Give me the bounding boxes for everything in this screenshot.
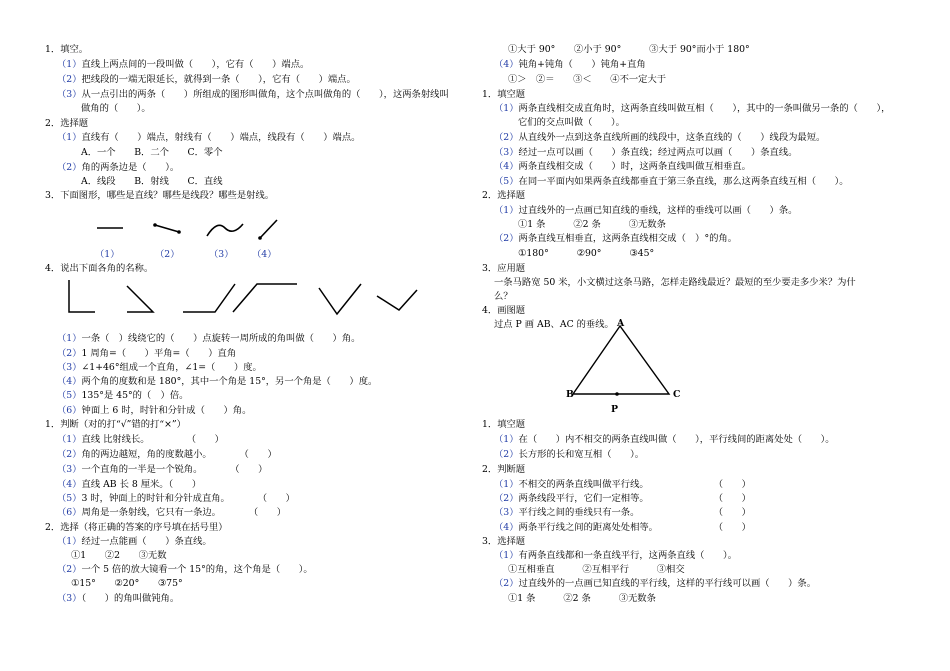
text-line bbox=[482, 535, 525, 548]
item-number: （4） bbox=[57, 376, 82, 387]
item-text: 长方形的长和宽互相（ ）。 bbox=[518, 449, 645, 460]
item-text: 有两条直线都和一条直线平行，这两条直线（ ）。 bbox=[518, 550, 737, 561]
item-number: （1） bbox=[494, 205, 519, 216]
item-text: 平行线之间的垂线只有一条。 （ ） bbox=[518, 507, 751, 518]
item-text: 直线有（ ）端点，射线有（ ）端点，线段有（ ）端点。 bbox=[81, 132, 361, 143]
text-line bbox=[45, 433, 224, 446]
item-text: ①180° ②90° ③45° bbox=[518, 248, 655, 259]
item-text: 2．判断题 bbox=[482, 464, 526, 475]
item-text: ∠1+46°组成一个直角，∠1=（ ）度。 bbox=[81, 362, 262, 373]
vertex-c-label: C bbox=[673, 389, 681, 400]
item-text: ①1 条 ②2 条 ③无数条 bbox=[518, 219, 666, 230]
figure-2-segment bbox=[155, 225, 179, 232]
item-text: 把线段的一端无限延长，就得到一条（ ），它有（ ）端点。 bbox=[81, 74, 356, 85]
text-line bbox=[45, 521, 228, 534]
item-number: （4） bbox=[494, 161, 519, 172]
vertex-a-label: A bbox=[617, 318, 625, 329]
item-number: （1） bbox=[57, 132, 82, 143]
item-number: （3） bbox=[494, 507, 519, 518]
item-text: 3．选择题 bbox=[482, 536, 526, 547]
item-number: （3） bbox=[494, 147, 519, 158]
item-text: 在同一平面内如果两条直线都垂直于第三条直线，那么这两条直线互相（ ）。 bbox=[518, 176, 849, 187]
text-line bbox=[45, 506, 286, 519]
angle-reflex bbox=[233, 284, 297, 312]
text-line bbox=[45, 117, 88, 130]
item-number: （4） bbox=[57, 479, 82, 490]
text-line bbox=[482, 58, 646, 71]
item-text: 过点 P 画 AB、AC 的垂线。 bbox=[494, 319, 614, 330]
text-line bbox=[45, 404, 251, 417]
triangle-abc bbox=[573, 326, 669, 394]
text-line bbox=[482, 433, 835, 446]
item-text: ①1 条 ②2 条 ③无数条 bbox=[508, 593, 656, 604]
text-line bbox=[482, 146, 797, 159]
item-text: 两个角的度数和是 180°，其中一个角是 15°，另一个角是（ ）度。 bbox=[81, 376, 378, 387]
item-text: 一个 5 倍的放大镜看一个 15°的角，这个角是（ ）。 bbox=[81, 564, 313, 575]
item-text: 钟面上 6 时，时针和分针成（ ）角。 bbox=[81, 405, 252, 416]
text-line bbox=[482, 88, 525, 101]
text-line bbox=[482, 448, 644, 461]
text-line bbox=[45, 563, 313, 576]
shape-label-1: （1） bbox=[95, 249, 120, 260]
item-text: 直线上两点间的一段叫做（ ），它有（ ）端点。 bbox=[81, 59, 310, 70]
item-number: （5） bbox=[494, 176, 519, 187]
text-line bbox=[45, 492, 295, 505]
item-number: （1） bbox=[494, 434, 519, 445]
item-number: （2） bbox=[57, 564, 82, 575]
item-number: （1） bbox=[57, 536, 82, 547]
item-text: 么？ bbox=[494, 291, 513, 302]
item-text: 1．填空题 bbox=[482, 89, 526, 100]
point-p bbox=[615, 392, 619, 396]
item-text: 两条直线相交成直角时，这两条直线叫做互相（ ），其中的一条叫做另一条的（ ）， bbox=[518, 103, 891, 114]
item-text: 1 周角=（ ）平角=（ ）直角 bbox=[81, 348, 237, 359]
item-number: （6） bbox=[57, 507, 82, 518]
item-text: 从直线外一点到这条直线所画的线段中，这条直线的（ ）线段为最短。 bbox=[518, 132, 826, 143]
text-line bbox=[482, 577, 816, 590]
item-text: 1．填空。 bbox=[45, 44, 89, 55]
text-line bbox=[482, 418, 525, 431]
item-number: （4） bbox=[494, 59, 519, 70]
item-text: 2．选择题 bbox=[482, 190, 526, 201]
figure-3-curve bbox=[207, 224, 243, 236]
text-line bbox=[482, 318, 614, 331]
item-number: （2） bbox=[57, 74, 82, 85]
text-line bbox=[45, 361, 262, 374]
item-text: ①＞ ②＝ ③＜ ④不一定大于 bbox=[508, 74, 667, 85]
text-line bbox=[45, 189, 274, 202]
vertex-b-label: B bbox=[566, 389, 574, 400]
text-line bbox=[482, 276, 856, 289]
item-text: 直线 AB 长 8 厘米。（ ） bbox=[81, 479, 202, 490]
item-number: （3） bbox=[57, 464, 82, 475]
text-line bbox=[45, 448, 277, 461]
text-line bbox=[482, 218, 666, 231]
text-line bbox=[482, 549, 737, 562]
text-line bbox=[482, 204, 797, 217]
text-line bbox=[482, 521, 751, 534]
text-line bbox=[482, 247, 654, 260]
angle-right bbox=[69, 280, 95, 312]
item-number: （2） bbox=[494, 132, 519, 143]
shape-label-3: （3） bbox=[209, 249, 234, 260]
item-text: 两条直线相交成（ ）时，这两条直线叫做互相垂直。 bbox=[518, 161, 751, 172]
item-text: ①互相垂直 ②互相平行 ③相交 bbox=[508, 564, 685, 575]
text-line bbox=[45, 389, 188, 402]
item-text: 3 时，钟面上的时针和分针成直角。 （ ） bbox=[81, 493, 295, 504]
text-line bbox=[45, 347, 236, 360]
item-number: （2） bbox=[494, 493, 519, 504]
text-line bbox=[45, 88, 449, 101]
angle-v-wide bbox=[377, 290, 417, 310]
text-line bbox=[482, 478, 751, 491]
item-text: 4．画图题 bbox=[482, 305, 526, 316]
angle-v bbox=[319, 284, 361, 314]
angle-obtuse-1 bbox=[127, 286, 153, 312]
text-line bbox=[45, 73, 356, 86]
text-line bbox=[45, 535, 212, 548]
item-text: ①大于 90° ②小于 90° ③大于 90°而小于 180° bbox=[508, 44, 750, 55]
item-text: 两条线段平行，它们一定相等。 （ ） bbox=[518, 493, 751, 504]
item-text: A．一个 B．二个 C．零个 bbox=[81, 147, 223, 158]
item-text: ①1 ②2 ③无数 bbox=[71, 550, 167, 561]
item-text: 角的两条边是（ ）。 bbox=[81, 162, 180, 173]
item-number: （2） bbox=[494, 449, 519, 460]
text-line bbox=[45, 418, 186, 431]
item-text: 2．选择题 bbox=[45, 118, 89, 129]
item-text: 3．下面图形，哪些是直线？哪些是线段？哪些是射线。 bbox=[45, 190, 275, 201]
text-line bbox=[45, 175, 223, 188]
item-number: （5） bbox=[57, 390, 82, 401]
point-p-label: P bbox=[611, 404, 618, 415]
item-number: （5） bbox=[57, 493, 82, 504]
text-line bbox=[482, 160, 751, 173]
text-line bbox=[45, 478, 201, 491]
item-text: 过直线外的一点画已知直线的平行线，这样的平行线可以画（ ）条。 bbox=[518, 578, 817, 589]
item-number: （1） bbox=[57, 59, 82, 70]
angle-figures bbox=[65, 278, 425, 320]
item-text: 过直线外的一点画已知直线的垂线，这样的垂线可以画（ ）条。 bbox=[518, 205, 798, 216]
text-line bbox=[45, 146, 223, 159]
text-line bbox=[45, 58, 309, 71]
item-text: （ ）的角叫做钝角。 bbox=[81, 593, 180, 604]
text-line bbox=[45, 102, 151, 115]
line-figures bbox=[95, 214, 335, 244]
item-text: 1．填空题 bbox=[482, 419, 526, 430]
item-text: 经过一点可以画（ ）条直线；经过两点可以画（ ）条直线。 bbox=[518, 147, 798, 158]
item-text: 3．应用题 bbox=[482, 263, 526, 274]
text-line bbox=[482, 290, 513, 303]
item-number: （2） bbox=[57, 348, 82, 359]
item-number: （2） bbox=[57, 162, 82, 173]
item-text: 135°是 45°的（ ）倍。 bbox=[81, 390, 189, 401]
item-text: 直线 比射线长。 （ ） bbox=[81, 434, 224, 445]
item-text: 一条（ ）线绕它的（ ）点旋转一周所成的角叫做（ ）角。 bbox=[81, 333, 361, 344]
text-line bbox=[482, 463, 525, 476]
text-line bbox=[482, 304, 525, 317]
text-line bbox=[45, 577, 183, 590]
item-number: （1） bbox=[57, 333, 82, 344]
item-number: （1） bbox=[494, 103, 519, 114]
item-text: 它们的交点叫做（ ）。 bbox=[518, 117, 625, 128]
text-line bbox=[45, 592, 179, 605]
angle-straight bbox=[183, 284, 235, 312]
text-line bbox=[45, 332, 360, 345]
text-line bbox=[482, 175, 849, 188]
item-text: 2．选择（将正确的答案的序号填在括号里） bbox=[45, 522, 228, 533]
item-number: （3） bbox=[57, 362, 82, 373]
item-number: （4） bbox=[494, 522, 519, 533]
item-text: ①15° ②20° ③75° bbox=[71, 578, 183, 589]
text-line bbox=[482, 73, 666, 86]
item-text: 1．判断（对的打“√”错的打“×”） bbox=[45, 419, 186, 430]
item-number: （1） bbox=[494, 550, 519, 561]
item-number: （2） bbox=[494, 578, 519, 589]
item-number: （3） bbox=[57, 89, 82, 100]
text-line bbox=[482, 102, 890, 115]
text-line bbox=[482, 262, 525, 275]
item-number: （2） bbox=[494, 233, 519, 244]
item-number: （1） bbox=[494, 479, 519, 490]
item-number: （3） bbox=[57, 593, 82, 604]
text-line bbox=[45, 463, 267, 476]
text-line bbox=[45, 131, 360, 144]
item-text: 角的两边越短，角的度数越小。 （ ） bbox=[81, 449, 277, 460]
text-line bbox=[482, 506, 751, 519]
item-text: 两条平行线之间的距离处处相等。 （ ） bbox=[518, 522, 751, 533]
text-line bbox=[482, 563, 685, 576]
item-text: 一条马路宽 50 米，小文横过这条马路，怎样走路线最近？最短的至少要走多少米？为什 bbox=[494, 277, 856, 288]
text-line bbox=[482, 116, 625, 129]
item-text: 做角的（ ）。 bbox=[81, 103, 151, 114]
item-number: （1） bbox=[57, 434, 82, 445]
item-text: 周角是一条射线，它只有一条边。 （ ） bbox=[81, 507, 287, 518]
text-line bbox=[45, 262, 153, 275]
item-text: 两条直线互相垂直，这两条直线相交成（ ）°的角。 bbox=[518, 233, 737, 244]
item-number: （2） bbox=[57, 449, 82, 460]
text-line bbox=[482, 131, 825, 144]
text-line bbox=[482, 43, 750, 56]
item-text: 4．说出下面各角的名称。 bbox=[45, 263, 154, 274]
text-line bbox=[45, 161, 179, 174]
text-line bbox=[482, 189, 525, 202]
text-line bbox=[45, 375, 377, 388]
figure-4-ray bbox=[260, 220, 277, 238]
item-text: 从一点引出的两条（ ）所组成的图形叫做角，这个点叫做角的（ ），这两条射线叫 bbox=[81, 89, 449, 100]
item-text: 一个直角的一半是一个锐角。 （ ） bbox=[81, 464, 268, 475]
shape-label-2: （2） bbox=[155, 249, 180, 260]
item-text: 不相交的两条直线叫做平行线。 （ ） bbox=[518, 479, 751, 490]
item-text: 钝角+钝角（ ）钝角+直角 bbox=[518, 59, 646, 70]
shape-label-4: （4） bbox=[252, 249, 277, 260]
item-number: （6） bbox=[57, 405, 82, 416]
triangle-figure bbox=[565, 318, 685, 418]
item-text: 经过一点能画（ ）条直线。 bbox=[81, 536, 212, 547]
text-line bbox=[482, 232, 737, 245]
text-line bbox=[482, 492, 751, 505]
text-line bbox=[45, 43, 88, 56]
item-text: 在（ ）内不相交的两条直线叫做（ ），平行线间的距离处处（ ）。 bbox=[518, 434, 835, 445]
text-line bbox=[45, 549, 167, 562]
text-line bbox=[482, 592, 656, 605]
item-text: A．线段 B．射线 C．直线 bbox=[81, 176, 223, 187]
